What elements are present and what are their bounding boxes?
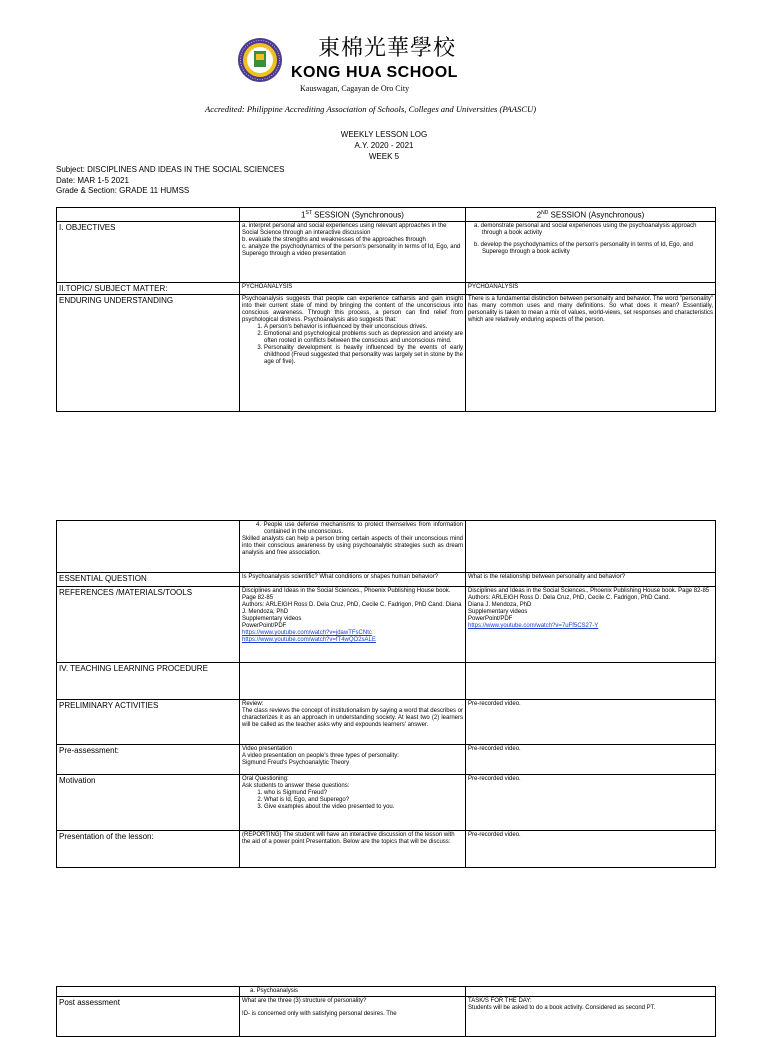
objectives-session-1: a. interpret personal and social experiences using relevant approaches in the Social Science through an interactive discussion b. evaluate the strengths and weaknesses of the approaches through c. analyze the psychodynamics of the person's personality in terms of Id, Ego, and Superego through a video presentation <box>240 221 466 282</box>
list-item: 2. Emotional and psychological problems such as depression and anxiety are often rooted in conflicts between the conscious and unconscious mind. <box>264 331 463 345</box>
accreditation-line: Accredited: Philippine Accrediting Association of Schools, Colleges and Universities (PAASCU) <box>205 104 537 114</box>
continued-blank-cell <box>57 521 240 573</box>
teaching-learning-procedure-label: IV. TEACHING LEARNING PROCEDURE <box>57 663 240 700</box>
school-name-chinese: 東棉光華學校 <box>318 36 457 61</box>
list-item: 3. Personality development is heavily influenced by the events of early childhood (Freud suggested that personality was largely set in stone by the age of five). <box>264 345 463 366</box>
references-session-1: Disciplines and Ideas in the Social Sciences., Phoenix Publishing House book. Page 82-85 Authors: ARLEIGH Ross D. Dela Cruz, PhD, Cecile C. Fadrigon, PhD Cand. Diana J. Mendoza, PhD Supplementary videos PowerPoint/PDF https://www.youtube.com/watch?v=jdawTFsCNtc https://www.youtube.com/watch?v=fT4wQO2sALE <box>240 587 466 663</box>
post-assessment-session-1: What are the three (3) structure of personality? ID- is concerned only with satisfying personal desires. The <box>240 997 466 1037</box>
lesson-log-table-2 <box>56 520 716 868</box>
objectives-label: I. OBJECTIVES <box>57 221 240 282</box>
lesson-log-table-3 <box>56 986 716 1037</box>
presentation-session-1: (REPORTING) The student will have an interactive discussion of the lesson with the aid of a power point Presentation. Below are the topics that will be discuss: <box>240 831 466 868</box>
topic-session-2: PYCHOANALYSIS <box>466 282 716 294</box>
post-assessment-session-2: TASK/S FOR THE DAY: Students will be asked to do a book activity. Considered as second PT. <box>466 997 716 1037</box>
youtube-link-1[interactable]: https://www.youtube.com/watch?v=jdawTFsCNtc <box>242 630 372 636</box>
psy-blank-cell <box>57 987 240 997</box>
session-1-header: 1ST SESSION (Synchronous) <box>240 208 466 222</box>
motivation-label: Motivation <box>57 775 240 831</box>
tlp-session-2 <box>466 663 716 700</box>
pre-assessment-session-1: Video presentation A video presentation on people's three types of personality: Sigmund Freud's Psychoanalytic Theory <box>240 745 466 775</box>
doc-title: WEEKLY LESSON LOG <box>340 130 428 139</box>
pre-assessment-label: Pre-assessment: <box>57 745 240 775</box>
presentation-session-2: Pre-recorded video. <box>466 831 716 868</box>
enduring-understanding-session-2: There is a fundamental distinction between personality and behavior. The word "personality" has many common uses and many definitions. So what does it mean? Essentially, personality is taken to mean a mix of values, world-views, set responses and characteristics which are relatively enduring aspects of the person. <box>466 294 716 411</box>
school-address: Kauswagan, Cagayan de Oro City <box>300 84 410 93</box>
list-item: 3. Give examples about the video presented to you. <box>264 804 463 811</box>
week-label: WEEK 5 <box>368 152 400 161</box>
essential-question-session-2: What is the relationship between personality and behavior? <box>466 573 716 587</box>
enduring-continued-session-1: 4. People use defense mechanisms to protect themselves from information contained in the unconscious. Skilled analysts can help a person bring certain aspects of their unconscious mind into their conscious awareness by using psychoanalytic strategies such as dream analysis and free association. <box>240 521 466 573</box>
list-item: 2. What is Id, Ego, and Superego? <box>264 797 463 804</box>
topic-session-1: PYCHOANALYSIS <box>240 282 466 294</box>
preliminary-activities-label: PRELIMINARY ACTIVITIES <box>57 700 240 745</box>
presentation-label: Presentation of the lesson: <box>57 831 240 868</box>
subject-line: Subject: DISCIPLINES AND IDEAS IN THE SOCIAL SCIENCES <box>56 165 285 174</box>
references-session-2: Disciplines and Ideas in the Social Sciences., Phoenix Publishing House book. Page 82-85 Authors: ARLEIGH Ross D. Dela Cruz, PhD, Cecile C. Fadrigon, PhD Cand. Diana J. Mendoza, PhD Supplementary videos PowerPoint/PDF https://www.youtube.com/watch?v=7uFf5CS27-Y <box>466 587 716 663</box>
psychoanalysis-topic-item: a. Psychoanalysis <box>240 987 466 997</box>
grade-section-line: Grade & Section: GRADE 11 HUMSS <box>56 186 190 195</box>
references-label: REFERENCES /MATERIALS/TOOLS <box>57 587 240 663</box>
enduring-continued-session-2 <box>466 521 716 573</box>
enduring-understanding-session-1: Psychoanalysis suggests that people can experience catharsis and gain insight into their current state of mind by bringing the content of the unconscious into conscious awareness. Through this process, a person can find relief from psychological distress. Psychoanalysis also suggests that: 1. A person's behavior is influenced by their unconscious drives. 2. Emotional and psychological problems such as depression and anxiety are often rooted in conflicts between the conscious and unconscious mind. 3. Personality development is heavily influenced by the events of early childhood (Freud suggested that personality was largely set in stone by the age of five). <box>240 294 466 411</box>
psy-session-2-cell <box>466 987 716 997</box>
essential-question-label: ESSENTIAL QUESTION <box>57 573 240 587</box>
date-line: Date: MAR 1-5 2021 <box>56 176 129 185</box>
list-item: 1. A person's behavior is influenced by their unconscious drives. <box>264 324 463 331</box>
header-blank-cell <box>57 208 240 222</box>
essential-question-session-1: Is Psychoanalysis scientific? What conditions or shapes human behavior? <box>240 573 466 587</box>
preliminary-activities-session-2: Pre-recorded video. <box>466 700 716 745</box>
motivation-session-1: Oral Questioning: Ask students to answer these questions: 1. who is Sigmund Freud? 2. What is Id, Ego, and Superego? 3. Give examples about the video presented to you. <box>240 775 466 831</box>
academic-year: A.Y. 2020 - 2021 <box>354 141 414 150</box>
school-seal-logo <box>237 37 283 83</box>
pre-assessment-session-2: Pre-recorded video. <box>466 745 716 775</box>
youtube-link-2[interactable]: https://www.youtube.com/watch?v=fT4wQO2sALE <box>242 637 376 643</box>
objectives-session-2: a. demonstrate personal and social experiences using the psychoanalysis approach through a book activity b. develop the psychodynamics of the person's personality in terms of Id, Ego, and Superego through a book activity <box>466 221 716 282</box>
enduring-understanding-label: ENDURING UNDERSTANDING <box>57 294 240 411</box>
list-item: 1. who is Sigmund Freud? <box>264 790 463 797</box>
motivation-session-2: Pre-recorded video. <box>466 775 716 831</box>
tlp-session-1 <box>240 663 466 700</box>
youtube-link-3[interactable]: https://www.youtube.com/watch?v=7uFf5CS27-Y <box>468 623 599 629</box>
school-name-english: KONG HUA SCHOOL <box>291 64 458 81</box>
preliminary-activities-session-1: Review: The class reviews the concept of institutionalism by saying a word that describes or characterizes it as an approach in understanding society. At least two (2) learners will be called as the teacher asks why and expounds learners' answer. <box>240 700 466 745</box>
post-assessment-label: Post assessment <box>57 997 240 1037</box>
lesson-log-table-1 <box>56 207 716 412</box>
topic-label: II.TOPIC/ SUBJECT MATTER: <box>57 282 240 294</box>
session-2-header: 2ND SESSION (Asynchronous) <box>466 208 716 222</box>
